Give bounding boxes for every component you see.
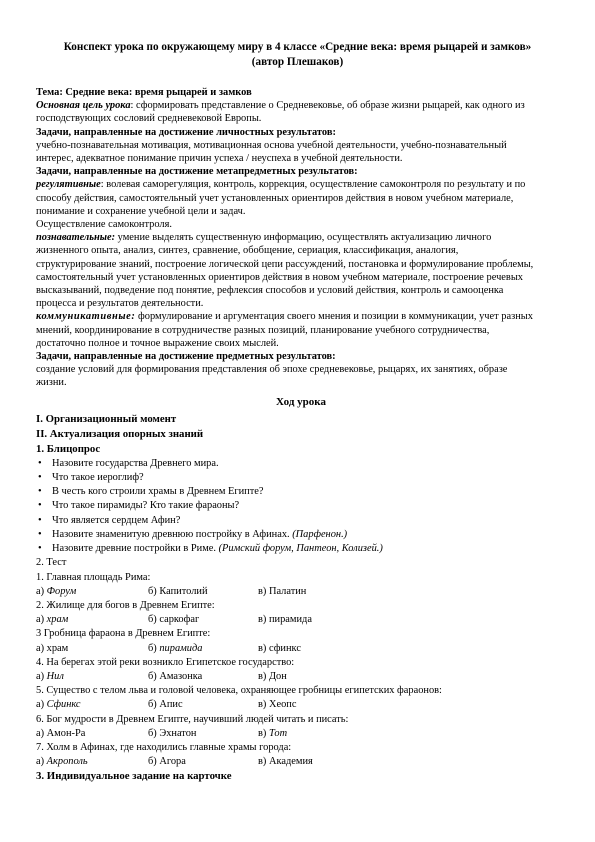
title-line-1: Конспект урока по окружающему миру в 4 классе «Средние века: время рыцарей и замков» — [63, 41, 532, 53]
answer-a: а) Амон-Ра — [36, 727, 86, 739]
personal-line-2: интерес, адекватное понимание причин успеха / неуспеха в учебной деятельности. — [36, 153, 403, 165]
section-organizational: I. Организационный момент — [36, 412, 177, 425]
test-answers — [36, 585, 566, 599]
answer-c: в) Палатин — [258, 585, 307, 597]
answer-b: б) пирамида — [148, 642, 203, 654]
subject-line-2: жизни. — [36, 377, 67, 389]
test-question: 2. Жилище для богов в Древнем Египте: — [36, 599, 215, 611]
personal-line-1: учебно-познавательная мотивация, мотивационная основа учебной деятельности, учебно-познавательный — [36, 139, 507, 151]
test-question: 1. Главная площадь Рима: — [36, 571, 151, 583]
list-item: • Назовите знаменитую древнюю постройку в Афинах. (Парфенон.) — [38, 528, 348, 540]
test-answers — [36, 613, 566, 627]
answer-b: б) Амазонка — [148, 670, 203, 682]
document-body — [36, 86, 566, 784]
regulative-line-4: Осуществление самоконтроля. — [36, 219, 172, 231]
communicative-label: коммуникативные: — [36, 311, 136, 323]
cognitive-line-5: высказываний, подведение под понятие, рефлексия способов и условий действия, контроль и самооценка — [36, 285, 504, 297]
answer-a: а) храм — [36, 642, 69, 654]
answer-b: б) Апис — [148, 699, 183, 711]
goal-text-1: : сформировать представление о Средневековье, об образе жизни рыцарей, как одного из — [130, 100, 525, 112]
answer-c: в) Тот — [258, 727, 288, 739]
personal-heading: Задачи, направленные на достижение личностных результатов: — [36, 126, 336, 138]
communicative-line-1: формулирование и аргументация своего мнения и позиции в коммуникации, учет разных — [135, 311, 533, 323]
regulative-line-1: : волевая саморегуляция, контроль, коррекция, осуществление самоконтроля по результату и по — [100, 179, 526, 191]
topic-heading: Тема: Средние века: время рыцарей и замков — [36, 87, 252, 98]
communicative-paragraph — [36, 310, 566, 323]
list-item: • Что является сердцем Афин? — [38, 514, 181, 526]
answer-a: а) Сфинкс — [36, 699, 81, 711]
goal-label: Основная цель урока — [36, 100, 131, 112]
test-question: 6. Бог мудрости в Древнем Египте, научивший людей читать и писать: — [36, 713, 349, 725]
answer-c: в) пирамида — [258, 614, 312, 626]
lesson-plan-heading: Ход урока — [276, 395, 326, 408]
section-blitz: 1. Блицопрос — [36, 442, 101, 455]
cognitive-paragraph — [36, 231, 566, 244]
regulative-line-3: понимание и сохранение учебной цели и задач. — [36, 205, 246, 217]
cognitive-line-1: умение выделять существенную информацию, осуществлять актуализацию личного — [115, 232, 492, 244]
regulative-line-2: способу действия, самостоятельный учет установленных ориентиров действия в новом учебном материале, — [36, 192, 514, 204]
test-answers — [36, 670, 566, 684]
communicative-line-2: мнений, координирование в сотрудничестве разных позиций, планирование учебного сотрудничества, — [36, 324, 490, 336]
list-item: • Что такое пирамиды? Кто такие фараоны? — [38, 500, 240, 512]
answer-c: в) Академия — [258, 756, 313, 768]
list-item: • В честь кого строили храмы в Древнем Египте? — [38, 486, 264, 498]
answer-a: а) Акрополь — [36, 756, 88, 768]
test-answers — [36, 755, 566, 769]
answer-b: б) Капитолий — [148, 585, 208, 597]
answer-a: а) храм — [36, 614, 69, 626]
blitz-list — [36, 457, 566, 769]
cognitive-line-2: жизненного опыта, анализ, синтез, сравнение, обобщение, сериация, классификация, аналогия, — [36, 245, 459, 257]
answer-a: а) Нил — [36, 670, 64, 682]
section-knowledge-update: II. Актуализация опорных знаний — [36, 427, 204, 440]
communicative-line-3: достаточно полное и точное выражение своих мыслей. — [36, 337, 279, 349]
test-answers — [36, 698, 566, 712]
cognitive-line-4: самостоятельный учет установленных ориентиров действия в новом учебном материале, построение речевых — [36, 271, 523, 283]
meta-heading: Задачи, направленные на достижение метапредметных результатов: — [36, 166, 358, 178]
test-question: 3 Гробница фараона в Древнем Египте: — [36, 628, 211, 640]
subject-line-1: создание условий для формирования представления об эпохе средневековье, рыцарях, их занятиях, образе — [36, 364, 508, 376]
test-question: 5. Существо с телом льва и головой человека, охраняющее гробницы египетских фараонов: — [36, 685, 442, 697]
goal-text-2: господствующих сословий средневековой Европы. — [36, 113, 262, 125]
subject-heading: Задачи, направленные на достижение предметных результатов: — [36, 351, 336, 363]
test-answers — [36, 642, 566, 656]
answer-b: б) Эхнатон — [148, 727, 197, 739]
cognitive-line-3: структурирование знаний, построение логической цепи рассуждений, постановка и формулирование проблемы, — [36, 258, 534, 270]
cognitive-label: познавательные: — [36, 232, 116, 244]
answer-b: б) саркофаг — [148, 614, 200, 626]
list-item: • Что такое иероглиф? — [38, 472, 144, 484]
list-item: • Назовите древние постройки в Риме. (Римский форум, Пантеон, Колизей.) — [38, 543, 383, 555]
answer-c: в) Хеопс — [258, 699, 297, 711]
answer-c: в) Дон — [258, 670, 287, 682]
test-question: 4. На берегах этой реки возникло Египетское государство: — [36, 656, 295, 668]
regulative-paragraph — [36, 178, 566, 191]
goal-paragraph — [36, 99, 566, 112]
answer-a: а) Форум — [36, 585, 77, 597]
document-title — [30, 40, 565, 70]
answer-c: в) сфинкс — [258, 642, 301, 654]
cognitive-line-6: процесса и результатов деятельности. — [36, 298, 204, 310]
title-line-2: (автор Плешаков) — [251, 56, 344, 68]
test-question: 7. Холм в Афинах, где находились главные храмы города: — [36, 741, 292, 753]
section-individual-card: 3. Индивидуальное задание на карточке — [36, 770, 232, 783]
test-answers — [36, 727, 566, 741]
regulative-label: регулятивные — [36, 179, 101, 191]
answer-b: б) Агора — [148, 756, 186, 768]
list-item: • Назовите государства Древнего мира. — [38, 457, 219, 469]
test-heading: 2. Тест — [36, 557, 67, 569]
